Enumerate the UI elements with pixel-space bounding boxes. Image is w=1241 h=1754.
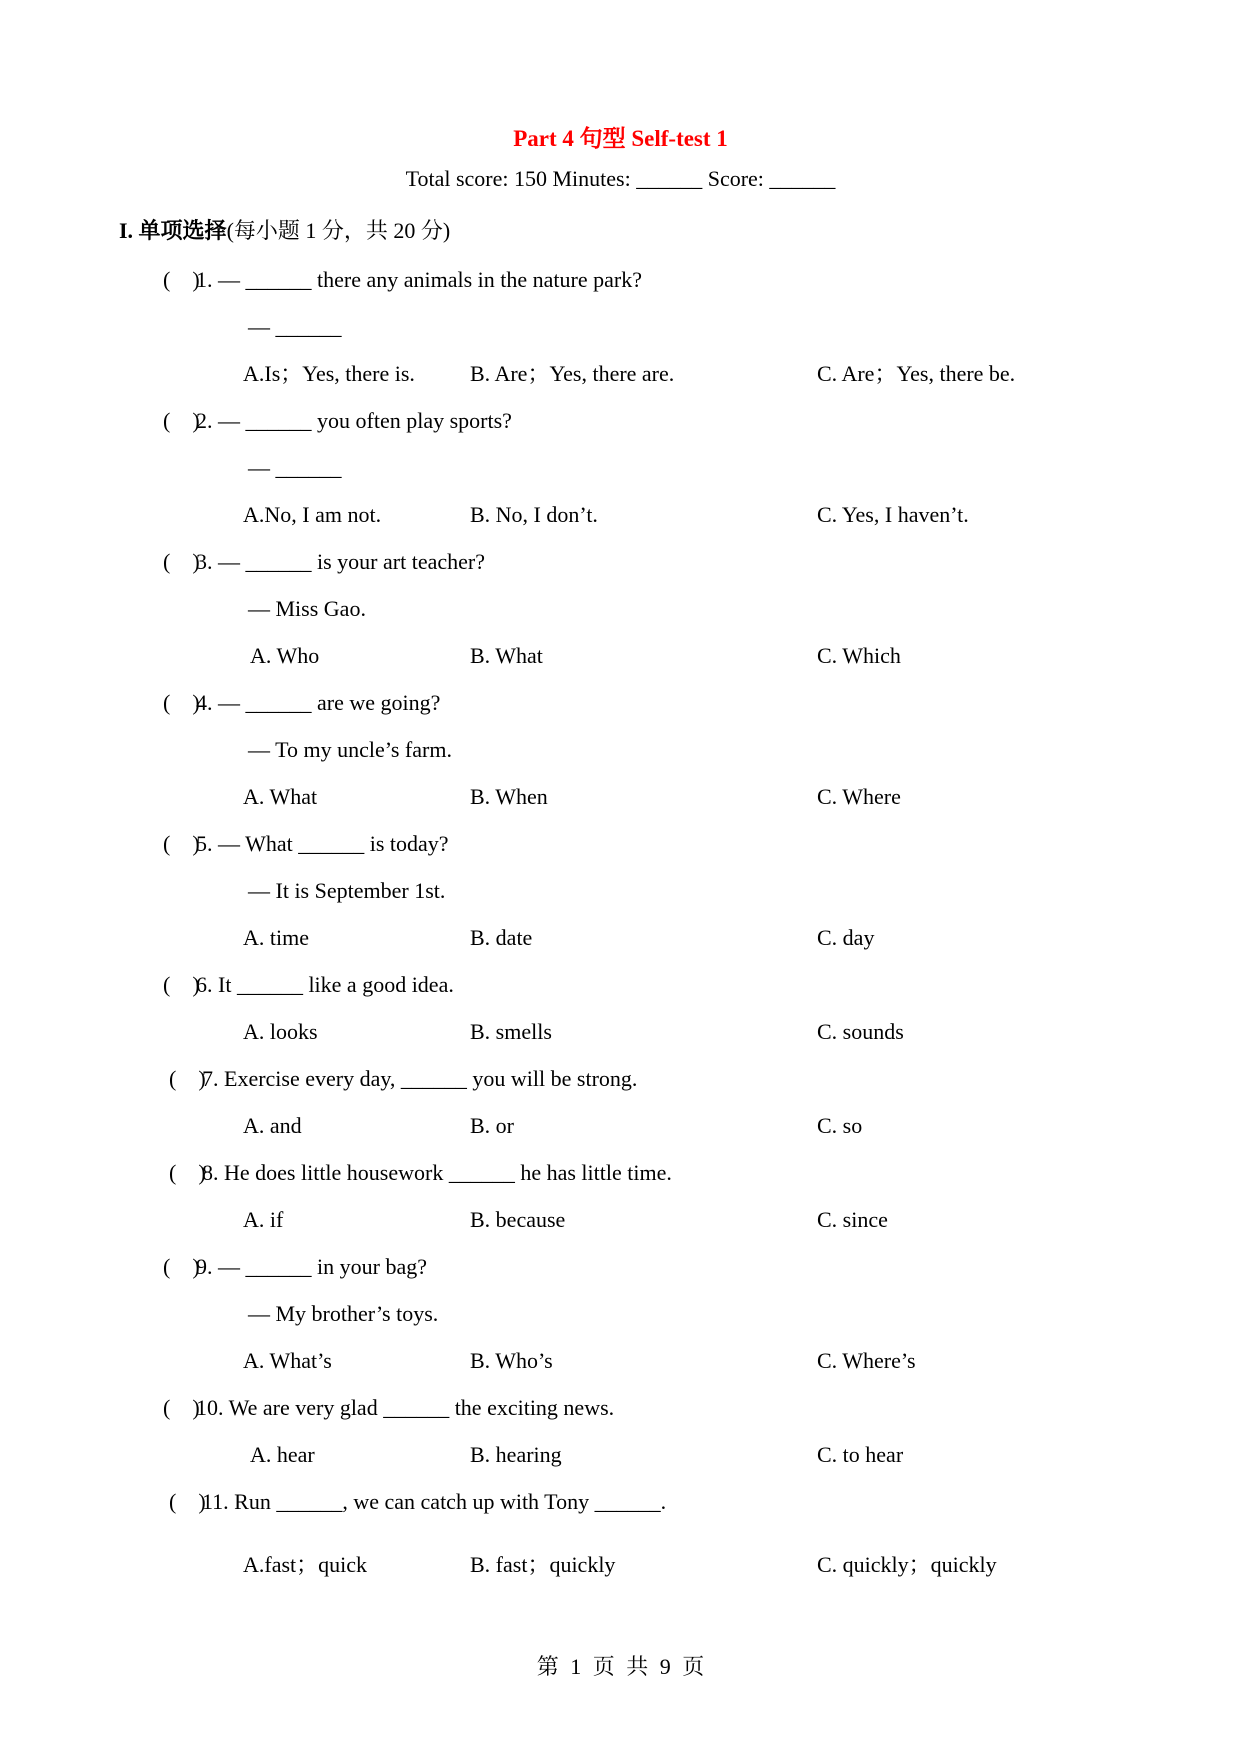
question-stem: 7. Exercise every day, ______ you will be strong.	[202, 1066, 638, 1091]
question-stem: 11. Run ______, we can catch up with Tony ______.	[202, 1489, 667, 1514]
answer-blank[interactable]: ( )	[169, 1066, 206, 1091]
option-a[interactable]: A.fast；quick	[243, 1552, 368, 1577]
question-item	[0, 538, 1241, 679]
question-stem: 8. He does little housework ______ he has little time.	[202, 1160, 672, 1185]
question-item	[0, 820, 1241, 961]
question-stem-line	[0, 820, 1241, 867]
answer-blank[interactable]: ( )	[163, 831, 200, 856]
section-heading	[119, 214, 450, 245]
options-line	[0, 914, 1241, 961]
option-c[interactable]: C. Yes, I haven’t.	[817, 502, 969, 527]
section-note: (每小题 1 分，共 20 分)	[226, 218, 451, 243]
question-stem: 6. It ______ like a good idea.	[196, 972, 454, 997]
options-line	[0, 1102, 1241, 1149]
question-response-line	[0, 867, 1241, 914]
option-a[interactable]: A. hear	[250, 1442, 315, 1467]
answer-blank[interactable]: ( )	[169, 1160, 206, 1185]
question-stem-line	[0, 1149, 1241, 1196]
answer-blank[interactable]: ( )	[163, 1254, 200, 1279]
options-line	[0, 632, 1241, 679]
question-stem: 2. — ______ you often play sports?	[196, 408, 512, 433]
option-a[interactable]: A. if	[243, 1207, 284, 1232]
options-line	[0, 1431, 1241, 1478]
option-b[interactable]: B. When	[470, 784, 548, 809]
question-stem-line	[0, 538, 1241, 585]
question-stem-line	[0, 397, 1241, 444]
option-a[interactable]: A. What’s	[243, 1348, 332, 1373]
option-c[interactable]: C. quickly；quickly	[817, 1552, 997, 1577]
option-a[interactable]: A.Is；Yes, there is.	[243, 361, 415, 386]
option-a[interactable]: A. and	[243, 1113, 302, 1138]
options-line	[0, 773, 1241, 820]
option-c[interactable]: C. sounds	[817, 1019, 904, 1044]
question-stem-line	[0, 961, 1241, 1008]
answer-blank[interactable]: ( )	[163, 267, 200, 292]
question-stem-line	[0, 1243, 1241, 1290]
option-b[interactable]: B. What	[470, 643, 543, 668]
option-b[interactable]: B. smells	[470, 1019, 552, 1044]
option-c[interactable]: C. day	[817, 925, 875, 950]
question-response: — ______	[248, 314, 342, 339]
question-stem: 3. — ______ is your art teacher?	[196, 549, 485, 574]
option-a[interactable]: A.No, I am not.	[243, 502, 382, 527]
question-item	[0, 256, 1241, 397]
answer-blank[interactable]: ( )	[163, 1395, 200, 1420]
question-stem-line	[0, 1055, 1241, 1102]
question-response: — ______	[248, 455, 342, 480]
option-b[interactable]: B. or	[470, 1113, 514, 1138]
option-b[interactable]: B. Are；Yes, there are.	[470, 361, 675, 386]
option-a[interactable]: A. looks	[243, 1019, 318, 1044]
question-stem: 1. — ______ there any animals in the nature park?	[196, 267, 642, 292]
question-stem: 10. We are very glad ______ the exciting news.	[196, 1395, 615, 1420]
question-stem-line	[0, 1384, 1241, 1431]
option-b[interactable]: B. fast；quickly	[470, 1552, 616, 1577]
options-line	[0, 1196, 1241, 1243]
question-stem: 9. — ______ in your bag?	[196, 1254, 427, 1279]
option-c[interactable]: C. Which	[817, 643, 901, 668]
option-a[interactable]: A. What	[243, 784, 318, 809]
option-c[interactable]: C. Where’s	[817, 1348, 916, 1373]
question-response-line	[0, 444, 1241, 491]
question-stem-line	[0, 679, 1241, 726]
question-response-line	[0, 303, 1241, 350]
option-c[interactable]: C. Are；Yes, there be.	[817, 361, 1016, 386]
answer-blank[interactable]: ( )	[163, 549, 200, 574]
option-a[interactable]: A. time	[243, 925, 309, 950]
question-stem: 4. — ______ are we going?	[196, 690, 441, 715]
question-item	[0, 1243, 1241, 1384]
options-line	[0, 1337, 1241, 1384]
answer-blank[interactable]: ( )	[163, 408, 200, 433]
options-line	[0, 350, 1241, 397]
answer-blank[interactable]: ( )	[169, 1489, 206, 1514]
question-response-line	[0, 1290, 1241, 1337]
options-line	[0, 1525, 1241, 1589]
page-footer: 第 1 页 共 9 页	[536, 1654, 705, 1679]
question-item	[0, 1055, 1241, 1149]
option-c[interactable]: C. to hear	[817, 1442, 904, 1467]
option-b[interactable]: B. date	[470, 925, 533, 950]
question-item	[0, 961, 1241, 1055]
question-response: — It is September 1st.	[248, 878, 446, 903]
question-response: — My brother’s toys.	[248, 1301, 439, 1326]
answer-blank[interactable]: ( )	[163, 690, 200, 715]
option-b[interactable]: B. because	[470, 1207, 566, 1232]
option-c[interactable]: C. since	[817, 1207, 888, 1232]
answer-blank[interactable]: ( )	[163, 972, 200, 997]
page-title: Part 4 句型 Self-test 1	[513, 126, 728, 151]
options-line	[0, 491, 1241, 538]
score-line: Total score: 150 Minutes: ______ Score: ______	[405, 166, 836, 191]
option-b[interactable]: B. hearing	[470, 1442, 562, 1467]
question-response: — Miss Gao.	[248, 596, 366, 621]
section-label: I. 单项选择	[119, 218, 227, 243]
option-c[interactable]: C. Where	[817, 784, 901, 809]
option-c[interactable]: C. so	[817, 1113, 863, 1138]
question-response-line	[0, 726, 1241, 773]
question-item	[0, 1149, 1241, 1243]
question-item	[0, 397, 1241, 538]
question-item	[0, 1478, 1241, 1589]
question-response-line	[0, 585, 1241, 632]
option-b[interactable]: B. No, I don’t.	[470, 502, 598, 527]
question-item	[0, 679, 1241, 820]
option-a[interactable]: A. Who	[250, 643, 320, 668]
options-line	[0, 1008, 1241, 1055]
question-stem: 5. — What ______ is today?	[196, 831, 449, 856]
question-stem-line	[0, 1478, 1241, 1525]
option-b[interactable]: B. Who’s	[470, 1348, 553, 1373]
question-stem-line	[0, 256, 1241, 303]
question-response: — To my uncle’s farm.	[248, 737, 452, 762]
question-list	[0, 256, 1241, 1589]
question-item	[0, 1384, 1241, 1478]
